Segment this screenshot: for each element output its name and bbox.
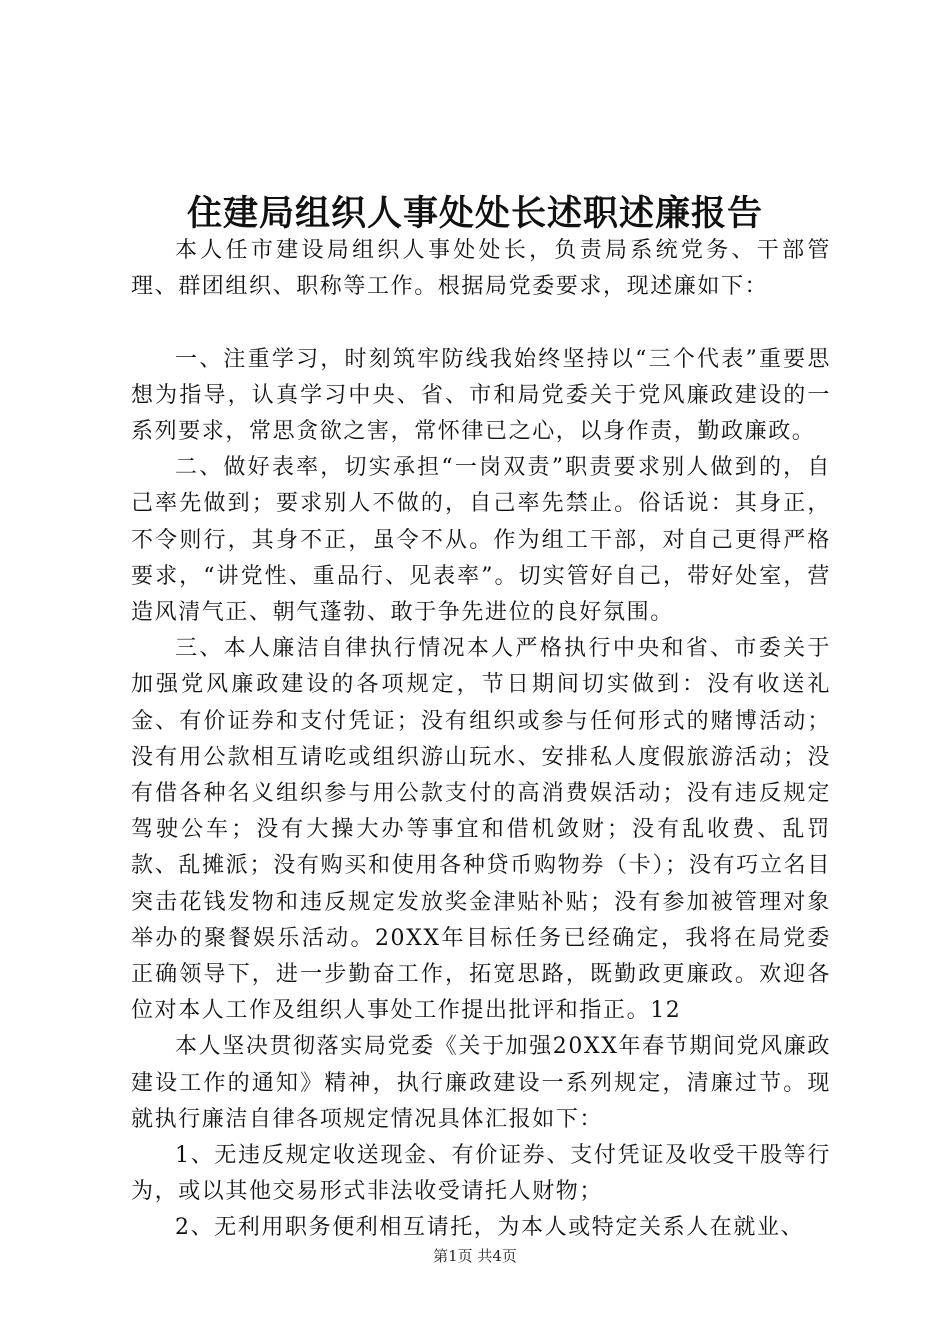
paragraph-item-1: 1、无违反规定收送现金、有价证券、支付凭证及收受干股等行为，或以其他交易形式非法收受请托人财物；	[131, 1143, 831, 1205]
paragraph-intro: 本人任市建设局组织人事处处长，负责局系统党务、干部管理、群团组织、职称等工作。根据局党委要求，现述廉如下：	[131, 238, 831, 300]
paragraph-section-3: 三、本人廉洁自律执行情况本人严格执行中央和省、市委关于加强党风廉政建设的各项规定，节日期间切实做到：没有收送礼金、有价证券和支付凭证；没有组织或参与任何形式的赌博活动；没有用公款相互请吃或组织游山玩水、安排私人度假旅游活动；没有借各种名义组织参与用公款支付的高消费娱活动；没有违反规定驾驶公车；没有大操大办等事宜和借机敛财；没有乱收费、乱罚款、乱摊派；没有购买和使用各种贷币购物券（卡）；没有巧立名目突击花钱发物和违反规定发放奖金津贴补贴；没有参加被管理对象举办的聚餐娱乐活动。20XX年目标任务已经确定，我将在局党委正确领导下，进一步勤奋工作，拓宽思路，既勤政更廉政。欢迎各位对本人工作及组织人事处工作提出批评和指正。12	[131, 636, 831, 1024]
paragraph-item-2: 2、无利用职务便利相互请托，为本人或特定关系人在就业、	[175, 1215, 805, 1241]
document-body	[131, 233, 831, 1247]
paragraph-section-1: 一、注重学习，时刻筑牢防线我始终坚持以“三个代表”重要思想为指导，认真学习中央、省、市和局党委关于党风廉政建设的一系列要求，常思贪欲之害，常怀律已之心，以身作责，勤政廉政。	[131, 346, 831, 444]
document-title: 住建局组织人事处处长述职述廉报告	[186, 193, 763, 234]
paragraph-second-report: 本人坚决贯彻落实局党委《关于加强20XX年春节期间党风廉政建设工作的通知》精神，执行廉政建设一系列规定，清廉过节。现就执行廉洁自律各项规定情况具体汇报如下：	[131, 1034, 831, 1132]
page-indicator: 第1页 共4页	[433, 1247, 517, 1265]
paragraph-section-2: 二、做好表率，切实承担“一岗双责”职责要求别人做到的，自己率先做到；要求别人不做的，自己率先禁止。俗话说：其身正，不令则行，其身不正，虽令不从。作为组工干部，对自己更得严格要求，“讲党性、重品行、见表率”。切实管好自己，带好处室，营造风清气正、朝气蓬勃、敢于争先进位的良好氛围。	[131, 455, 831, 626]
paragraph-spacer	[131, 305, 831, 341]
